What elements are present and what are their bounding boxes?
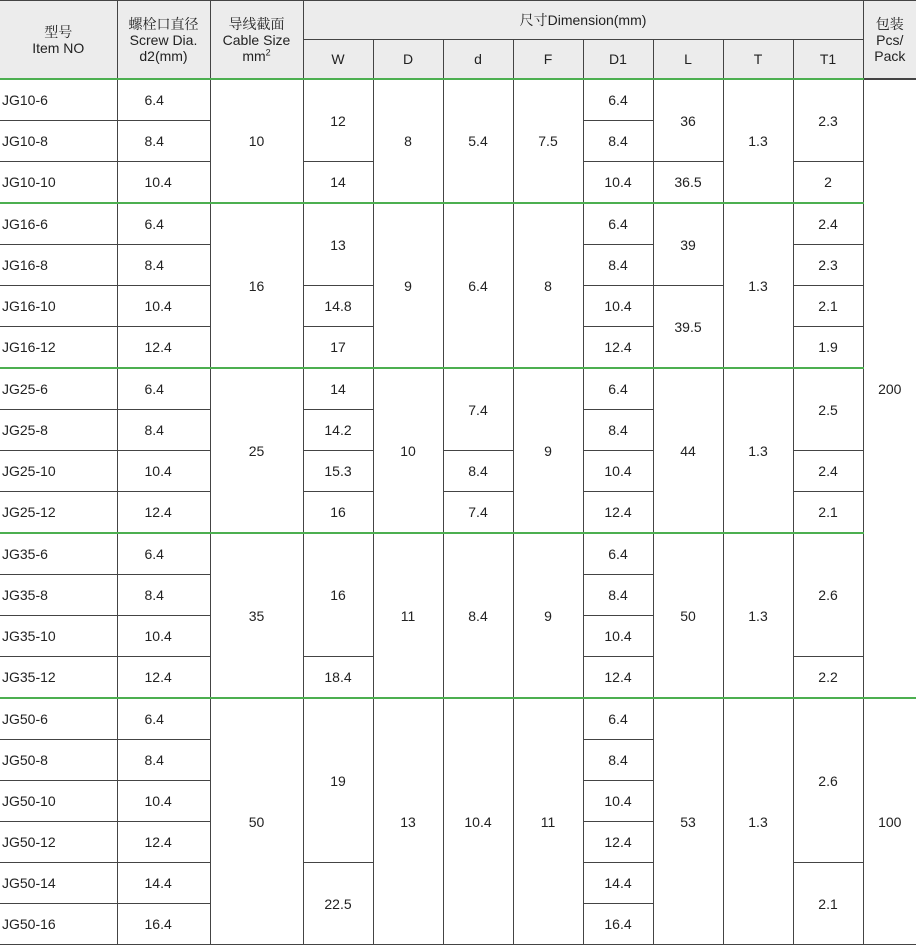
- screw-dia-cell: 12.4: [117, 657, 210, 699]
- F-cell: 8: [513, 203, 583, 368]
- w-cell: 19: [303, 698, 373, 863]
- screw-dia-cell: 6.4: [117, 533, 210, 575]
- D-cell: 9: [373, 203, 443, 368]
- screw-dia-cell: 8.4: [117, 121, 210, 162]
- cable-size-cell: 16: [210, 203, 303, 368]
- T1-cell: 2.4: [793, 203, 863, 245]
- D1-cell: 16.4: [583, 904, 653, 945]
- header-F: F: [513, 40, 583, 80]
- F-cell: 9: [513, 368, 583, 533]
- d-cell: 8.4: [443, 451, 513, 492]
- header-pack-en2: Pack: [874, 47, 906, 64]
- w-cell: 16: [303, 533, 373, 657]
- header-D: D: [373, 40, 443, 80]
- cable-size-cell: 25: [210, 368, 303, 533]
- item-no-cell: JG50-6: [0, 698, 117, 740]
- d-cell: 5.4: [443, 79, 513, 203]
- screw-dia-cell: 12.4: [117, 822, 210, 863]
- w-cell: 22.5: [303, 863, 373, 945]
- header-screw-en: Screw Dia.: [129, 31, 198, 48]
- header-dimension: 尺寸Dimension(mm): [303, 1, 863, 40]
- L-cell: 39: [653, 203, 723, 286]
- F-cell: 7.5: [513, 79, 583, 203]
- item-no-cell: JG10-8: [0, 121, 117, 162]
- screw-dia-cell: 6.4: [117, 698, 210, 740]
- item-no-cell: JG50-12: [0, 822, 117, 863]
- screw-dia-cell: 10.4: [117, 781, 210, 822]
- L-cell: 39.5: [653, 286, 723, 369]
- header-pack-cn: 包装: [875, 15, 904, 32]
- T-cell: 1.3: [723, 533, 793, 698]
- header-item-en: Item NO: [32, 39, 85, 56]
- item-no-cell: JG10-10: [0, 162, 117, 204]
- T1-cell: 2.1: [793, 492, 863, 534]
- header-screw-dia: [117, 1, 210, 80]
- header-cable-unit-sup: 2: [265, 46, 271, 57]
- w-cell: 13: [303, 203, 373, 286]
- T-cell: 1.3: [723, 203, 793, 368]
- item-no-cell: JG50-14: [0, 863, 117, 904]
- screw-dia-cell: 8.4: [117, 740, 210, 781]
- table-header: [0, 1, 916, 80]
- T1-cell: 2.3: [793, 79, 863, 162]
- cable-size-cell: 10: [210, 79, 303, 203]
- table-row: [0, 79, 916, 121]
- w-cell: 14.8: [303, 286, 373, 327]
- w-cell: 12: [303, 79, 373, 162]
- w-cell: 14: [303, 162, 373, 204]
- F-cell: 9: [513, 533, 583, 698]
- item-no-cell: JG35-6: [0, 533, 117, 575]
- D1-cell: 8.4: [583, 121, 653, 162]
- D1-cell: 6.4: [583, 203, 653, 245]
- D1-cell: 12.4: [583, 657, 653, 699]
- D1-cell: 10.4: [583, 286, 653, 327]
- screw-dia-cell: 10.4: [117, 162, 210, 204]
- D1-cell: 6.4: [583, 79, 653, 121]
- D-cell: 8: [373, 79, 443, 203]
- screw-dia-cell: 12.4: [117, 327, 210, 369]
- d-cell: 10.4: [443, 698, 513, 945]
- header-L: L: [653, 40, 723, 80]
- T-cell: 1.3: [723, 368, 793, 533]
- w-cell: 18.4: [303, 657, 373, 699]
- table-row: [0, 533, 916, 575]
- item-no-cell: JG16-12: [0, 327, 117, 369]
- pack-cell: 100: [863, 698, 916, 945]
- cable-size-cell: 35: [210, 533, 303, 698]
- screw-dia-cell: 12.4: [117, 492, 210, 534]
- T1-cell: 2.3: [793, 245, 863, 286]
- D1-cell: 6.4: [583, 368, 653, 410]
- header-pack-en1: Pcs/: [876, 31, 904, 48]
- item-no-cell: JG25-6: [0, 368, 117, 410]
- header-item-cn: 型号: [44, 23, 73, 40]
- D1-cell: 10.4: [583, 616, 653, 657]
- item-no-cell: JG16-10: [0, 286, 117, 327]
- L-cell: 50: [653, 533, 723, 698]
- screw-dia-cell: 6.4: [117, 368, 210, 410]
- screw-dia-cell: 10.4: [117, 616, 210, 657]
- header-D1: D1: [583, 40, 653, 80]
- D1-cell: 12.4: [583, 492, 653, 534]
- T-cell: 1.3: [723, 79, 793, 203]
- item-no-cell: JG16-8: [0, 245, 117, 286]
- pack-cell: 200: [863, 79, 916, 698]
- T1-cell: 2.1: [793, 286, 863, 327]
- T1-cell: 2.6: [793, 698, 863, 863]
- L-cell: 44: [653, 368, 723, 533]
- header-screw-unit: d2(mm): [139, 47, 188, 64]
- table-body: [0, 79, 916, 945]
- F-cell: 11: [513, 698, 583, 945]
- table-row: [0, 368, 916, 410]
- header-cable-unit-text: mm: [242, 47, 266, 64]
- D-cell: 10: [373, 368, 443, 533]
- item-no-cell: JG35-8: [0, 575, 117, 616]
- D1-cell: 6.4: [583, 698, 653, 740]
- header-w: W: [303, 40, 373, 80]
- screw-dia-cell: 6.4: [117, 79, 210, 121]
- D1-cell: 14.4: [583, 863, 653, 904]
- item-no-cell: JG50-10: [0, 781, 117, 822]
- header-T1: T1: [793, 40, 863, 80]
- D1-cell: 12.4: [583, 822, 653, 863]
- header-cable-cn: 导线截面: [228, 15, 285, 32]
- L-cell: 53: [653, 698, 723, 945]
- D1-cell: 6.4: [583, 533, 653, 575]
- screw-dia-cell: 8.4: [117, 410, 210, 451]
- item-no-cell: JG35-12: [0, 657, 117, 699]
- screw-dia-cell: 10.4: [117, 286, 210, 327]
- T1-cell: 2: [793, 162, 863, 204]
- item-no-cell: JG16-6: [0, 203, 117, 245]
- screw-dia-cell: 14.4: [117, 863, 210, 904]
- header-screw-cn: 螺栓口直径: [128, 15, 199, 32]
- D1-cell: 10.4: [583, 781, 653, 822]
- screw-dia-cell: 8.4: [117, 245, 210, 286]
- table-row: [0, 698, 916, 740]
- D1-cell: 8.4: [583, 575, 653, 616]
- T1-cell: 1.9: [793, 327, 863, 369]
- d-cell: 6.4: [443, 203, 513, 368]
- header-pack: [863, 1, 916, 80]
- T1-cell: 2.6: [793, 533, 863, 657]
- w-cell: 16: [303, 492, 373, 534]
- w-cell: 17: [303, 327, 373, 369]
- w-cell: 14.2: [303, 410, 373, 451]
- D-cell: 13: [373, 698, 443, 945]
- header-cable-size: [210, 1, 303, 80]
- D1-cell: 10.4: [583, 451, 653, 492]
- header-item-no: [0, 1, 117, 80]
- cable-size-cell: 50: [210, 698, 303, 945]
- T1-cell: 2.1: [793, 863, 863, 945]
- d-cell: 7.4: [443, 368, 513, 451]
- item-no-cell: JG50-16: [0, 904, 117, 945]
- item-no-cell: JG35-10: [0, 616, 117, 657]
- T-cell: 1.3: [723, 698, 793, 945]
- item-no-cell: JG25-12: [0, 492, 117, 534]
- D1-cell: 8.4: [583, 245, 653, 286]
- D1-cell: 10.4: [583, 162, 653, 204]
- screw-dia-cell: 6.4: [117, 203, 210, 245]
- D1-cell: 12.4: [583, 327, 653, 369]
- D1-cell: 8.4: [583, 740, 653, 781]
- header-cable-en: Cable Size: [222, 31, 291, 48]
- header-cable-unit: [211, 48, 303, 64]
- item-no-cell: JG50-8: [0, 740, 117, 781]
- L-cell: 36.5: [653, 162, 723, 204]
- D-cell: 11: [373, 533, 443, 698]
- screw-dia-cell: 8.4: [117, 575, 210, 616]
- T1-cell: 2.2: [793, 657, 863, 699]
- header-T: T: [723, 40, 793, 80]
- w-cell: 14: [303, 368, 373, 410]
- T1-cell: 2.4: [793, 451, 863, 492]
- screw-dia-cell: 10.4: [117, 451, 210, 492]
- item-no-cell: JG10-6: [0, 79, 117, 121]
- table-row: [0, 203, 916, 245]
- w-cell: 15.3: [303, 451, 373, 492]
- screw-dia-cell: 16.4: [117, 904, 210, 945]
- item-no-cell: JG25-10: [0, 451, 117, 492]
- L-cell: 36: [653, 79, 723, 162]
- item-no-cell: JG25-8: [0, 410, 117, 451]
- T1-cell: 2.5: [793, 368, 863, 451]
- D1-cell: 8.4: [583, 410, 653, 451]
- d-cell: 7.4: [443, 492, 513, 534]
- d-cell: 8.4: [443, 533, 513, 698]
- header-d: d: [443, 40, 513, 80]
